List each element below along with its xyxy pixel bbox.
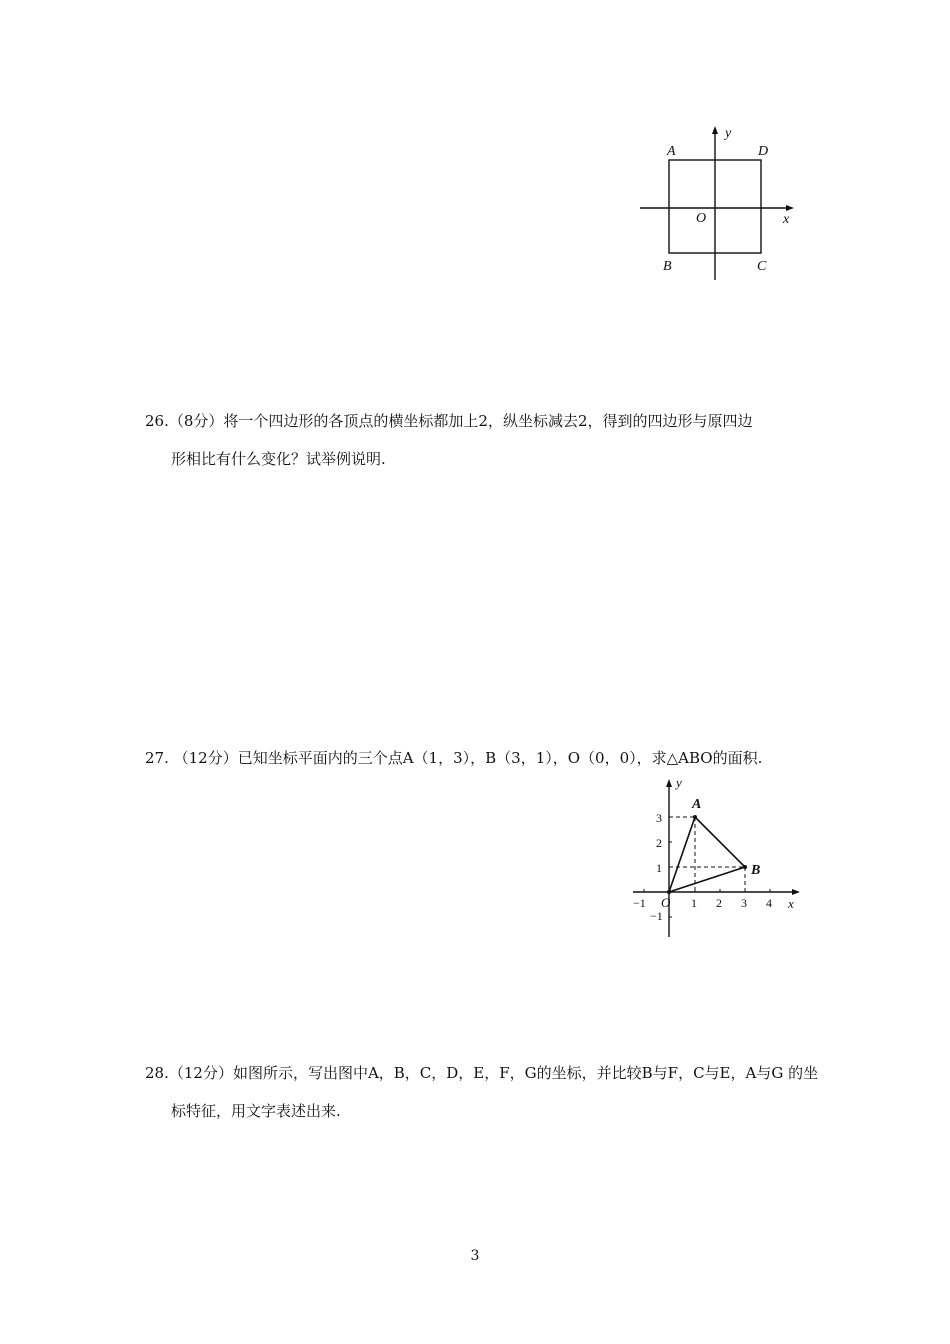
square-figure [630,120,800,285]
label-a: A [692,797,702,812]
label-y: y [676,775,682,790]
point-b [743,865,747,869]
question-27-line-1: 27. （12分）已知坐标平面内的三个点A（1，3），B（3，1），O（0，0），求△ABO的面积. [145,749,763,767]
x-axis-arrow-icon [786,205,794,211]
triangle-abo [669,817,745,892]
triangle-figure [625,772,810,942]
point-a [693,815,697,819]
question-28-line-1: 28.（12分）如图所示，写出图中A，B，C，D，E，F，G的坐标，并比较B与F，C与E，A与G 的坐 [145,1064,819,1082]
question-28-line-2: 标特征，用文字表述出来. [171,1102,341,1120]
y-tick-label: 2 [656,836,662,850]
label-c: C [757,259,767,274]
x-tick-label: 3 [741,896,747,910]
label-y: y [725,126,732,141]
label-origin: O [661,895,671,910]
x-tick-label: 1 [691,896,697,910]
label-x: x [783,212,790,227]
y-axis-arrow-icon [712,126,718,134]
x-tick-label: 2 [716,896,722,910]
point-o [667,890,671,894]
label-a: A [667,144,676,159]
y-tick-label: −1 [650,909,663,923]
y-tick-label: 3 [656,811,662,825]
label-origin: O [696,211,707,226]
y-tick-label: 1 [656,861,662,875]
label-b: B [663,259,672,274]
label-d: D [758,144,769,159]
label-x: x [788,896,794,911]
page-number: 3 [470,1248,480,1264]
x-tick-label: 4 [766,896,772,910]
x-axis-arrow-icon [792,889,800,895]
y-axis-arrow-icon [666,779,672,787]
question-26-line-1: 26.（8分）将一个四边形的各顶点的横坐标都加上2，纵坐标减去2，得到的四边形与原四边 [145,412,753,430]
question-26-line-2: 形相比有什么变化？试举例说明. [171,450,386,468]
x-tick-label: −1 [633,896,646,910]
label-b: B [751,863,761,878]
